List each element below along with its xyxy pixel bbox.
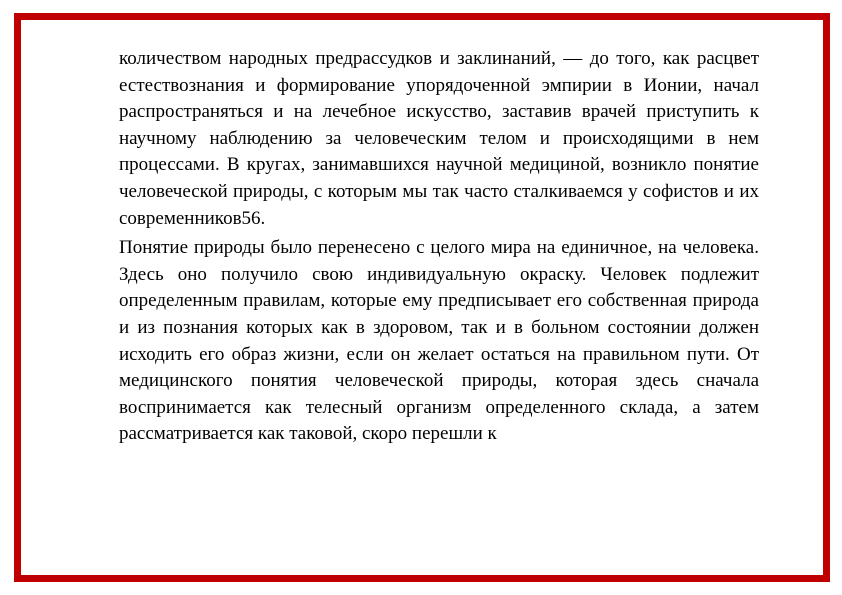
paragraph-1: количеством народных предрассудков и заклинаний, — до того, как расцвет естествознания и формирование упорядоченной эмпирии в Ионии, начал распространяться и на лечебное искусство, заставив врачей приступить к научному наблюдению за человеческим телом и происходящими в нем процессами. В кругах, занимавшихся научной медициной, возникло понятие человеческой природы, с которым мы так часто сталкиваемся у софистов и их современников56. — [119, 48, 759, 229]
paragraph-2: Понятие природы было перенесено с целого мира на единичное, на человека. Здесь оно получило свою индивидуальную окраску. Человек подлежит определенным правилам, которые ему предписывает его собственная природа и из познания которых как в здоровом, так и в больном состоянии должен исходить его образ жизни, если он желает остаться на правильном пути. От медицинского понятия человеческой природы, которая здесь сначала воспринимается как телесный организм определенного склада, а затем рассматривается как таковой, скоро перешли к — [119, 237, 759, 445]
document-text — [119, 46, 759, 448]
